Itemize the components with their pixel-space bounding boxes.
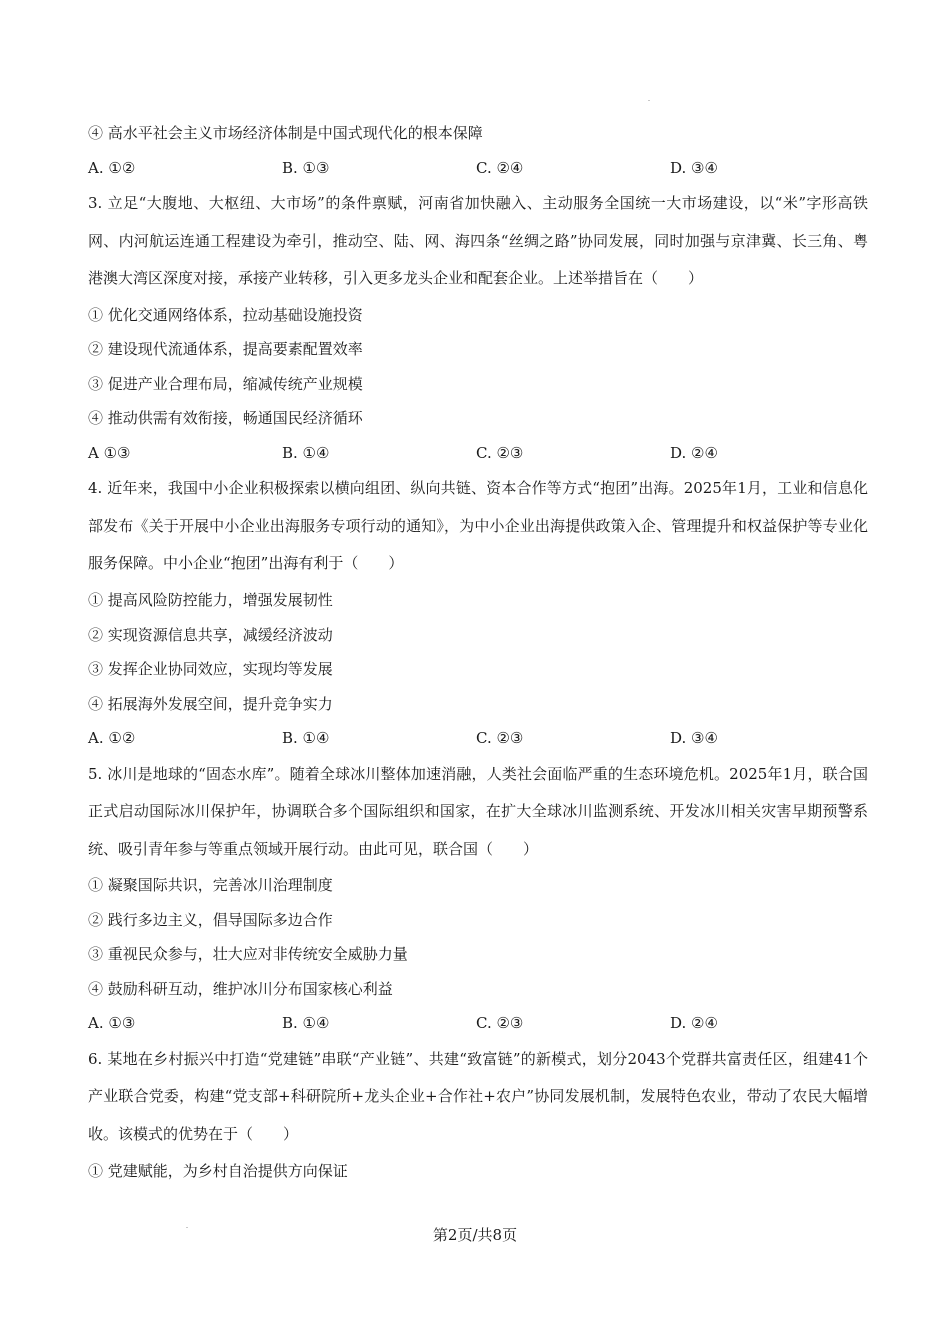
scan-speck (648, 100, 650, 101)
q5-choice-c: C. ②③ (476, 1014, 524, 1033)
q2-choice-c: C. ②④ (476, 158, 524, 177)
q5-choices (88, 1006, 868, 1041)
q5-choice-b: B. ①④ (282, 1014, 330, 1033)
q4-choices (88, 721, 868, 756)
q2-choice-a: A. ①② (88, 158, 136, 177)
q3-stem: 3. 立足“大腹地、大枢纽、大市场”的条件禀赋，河南省加快融入、主动服务全国统一大市场建设，以“米”字形高铁网、内河航运连通工程建设为牵引，推动空、陆、网、海四条“丝绸之路”协同发展，同时加强与京津冀、长三角、粤港澳大湾区深度对接，承接产业转移，引入更多龙头企业和配套企业。上述举措旨在（ ） (88, 194, 868, 288)
q4-option-4: ④ 拓展海外发展空间，提升竞争实力 (88, 694, 333, 713)
q3-option-1: ① 优化交通网络体系，拉动基础设施投资 (88, 305, 363, 324)
q3-choice-d: D. ②④ (670, 443, 718, 462)
q2-choice-d: D. ③④ (670, 158, 718, 177)
q6-option-1: ① 党建赋能，为乡村自治提供方向保证 (88, 1161, 348, 1180)
q2-option-4: ④ 高水平社会主义市场经济体制是中国式现代化的根本保障 (88, 124, 483, 142)
q3-choice-b: B. ①④ (282, 443, 330, 462)
q3-option-3: ③ 促进产业合理布局，缩减传统产业规模 (88, 374, 363, 393)
q5-choice-a: A. ①③ (88, 1014, 136, 1033)
page-footer: 第2页/共8页 (432, 1226, 518, 1244)
q2-choice-b: B. ①③ (282, 158, 330, 177)
q4-choice-c: C. ②③ (476, 729, 524, 748)
page-content (88, 116, 868, 1188)
q4-choice-d: D. ③④ (670, 729, 718, 748)
q4-option-3: ③ 发挥企业协同效应，实现均等发展 (88, 660, 333, 679)
q5-option-1: ① 凝聚国际共识，完善冰川治理制度 (88, 876, 333, 895)
q4-stem: 4. 近年来，我国中小企业积极探索以横向组团、纵向共链、资本合作等方式“抱团”出海。2025年1月，工业和信息化部发布《关于开展中小企业出海服务专项行动的通知》，为中小企业出海提供政策入企、管理提升和权益保护等专业化服务保障。中小企业“抱团”出海有利于（ ） (88, 479, 868, 573)
q3-choice-c: C. ②③ (476, 443, 524, 462)
q3-option-2: ② 建设现代流通体系，提高要素配置效率 (88, 340, 363, 359)
q5-choice-d: D. ②④ (670, 1014, 718, 1033)
q4-choice-a: A. ①② (88, 729, 136, 748)
q4-option-1: ① 提高风险防控能力，增强发展韧性 (88, 591, 333, 610)
q2-choices (88, 151, 868, 186)
q4-choice-b: B. ①④ (282, 729, 330, 748)
q3-option-4: ④ 推动供需有效衔接，畅通国民经济循环 (88, 409, 363, 428)
q5-stem: 5. 冰川是地球的“固态水库”。随着全球冰川整体加速消融，人类社会面临严重的生态环境危机。2025年1月，联合国正式启动国际冰川保护年，协调联合多个国际组织和国家，在扩大全球冰川监测系统、开发冰川相关灾害早期预警系统、吸引青年参与等重点领域开展行动。由此可见，联合国（ ） (88, 764, 868, 858)
q5-option-2: ② 践行多边主义，倡导国际多边合作 (88, 910, 333, 929)
q4-option-2: ② 实现资源信息共享，减缓经济波动 (88, 625, 333, 644)
q5-option-3: ③ 重视民众参与，壮大应对非传统安全威胁力量 (88, 945, 408, 964)
q3-choice-a: A ①③ (88, 443, 131, 462)
q5-option-4: ④ 鼓励科研互动，维护冰川分布国家核心利益 (88, 979, 393, 998)
q6-stem: 6. 某地在乡村振兴中打造“党建链”串联“产业链”、共建“致富链”的新模式，划分2043个党群共富责任区，组建41个产业联合党委，构建“党支部+科研院所+龙头企业+合作社+农户”协同发展机制，发展特色农业，带动了农民大幅增收。该模式的优势在于（ ） (88, 1049, 868, 1144)
q3-choices (88, 436, 868, 471)
